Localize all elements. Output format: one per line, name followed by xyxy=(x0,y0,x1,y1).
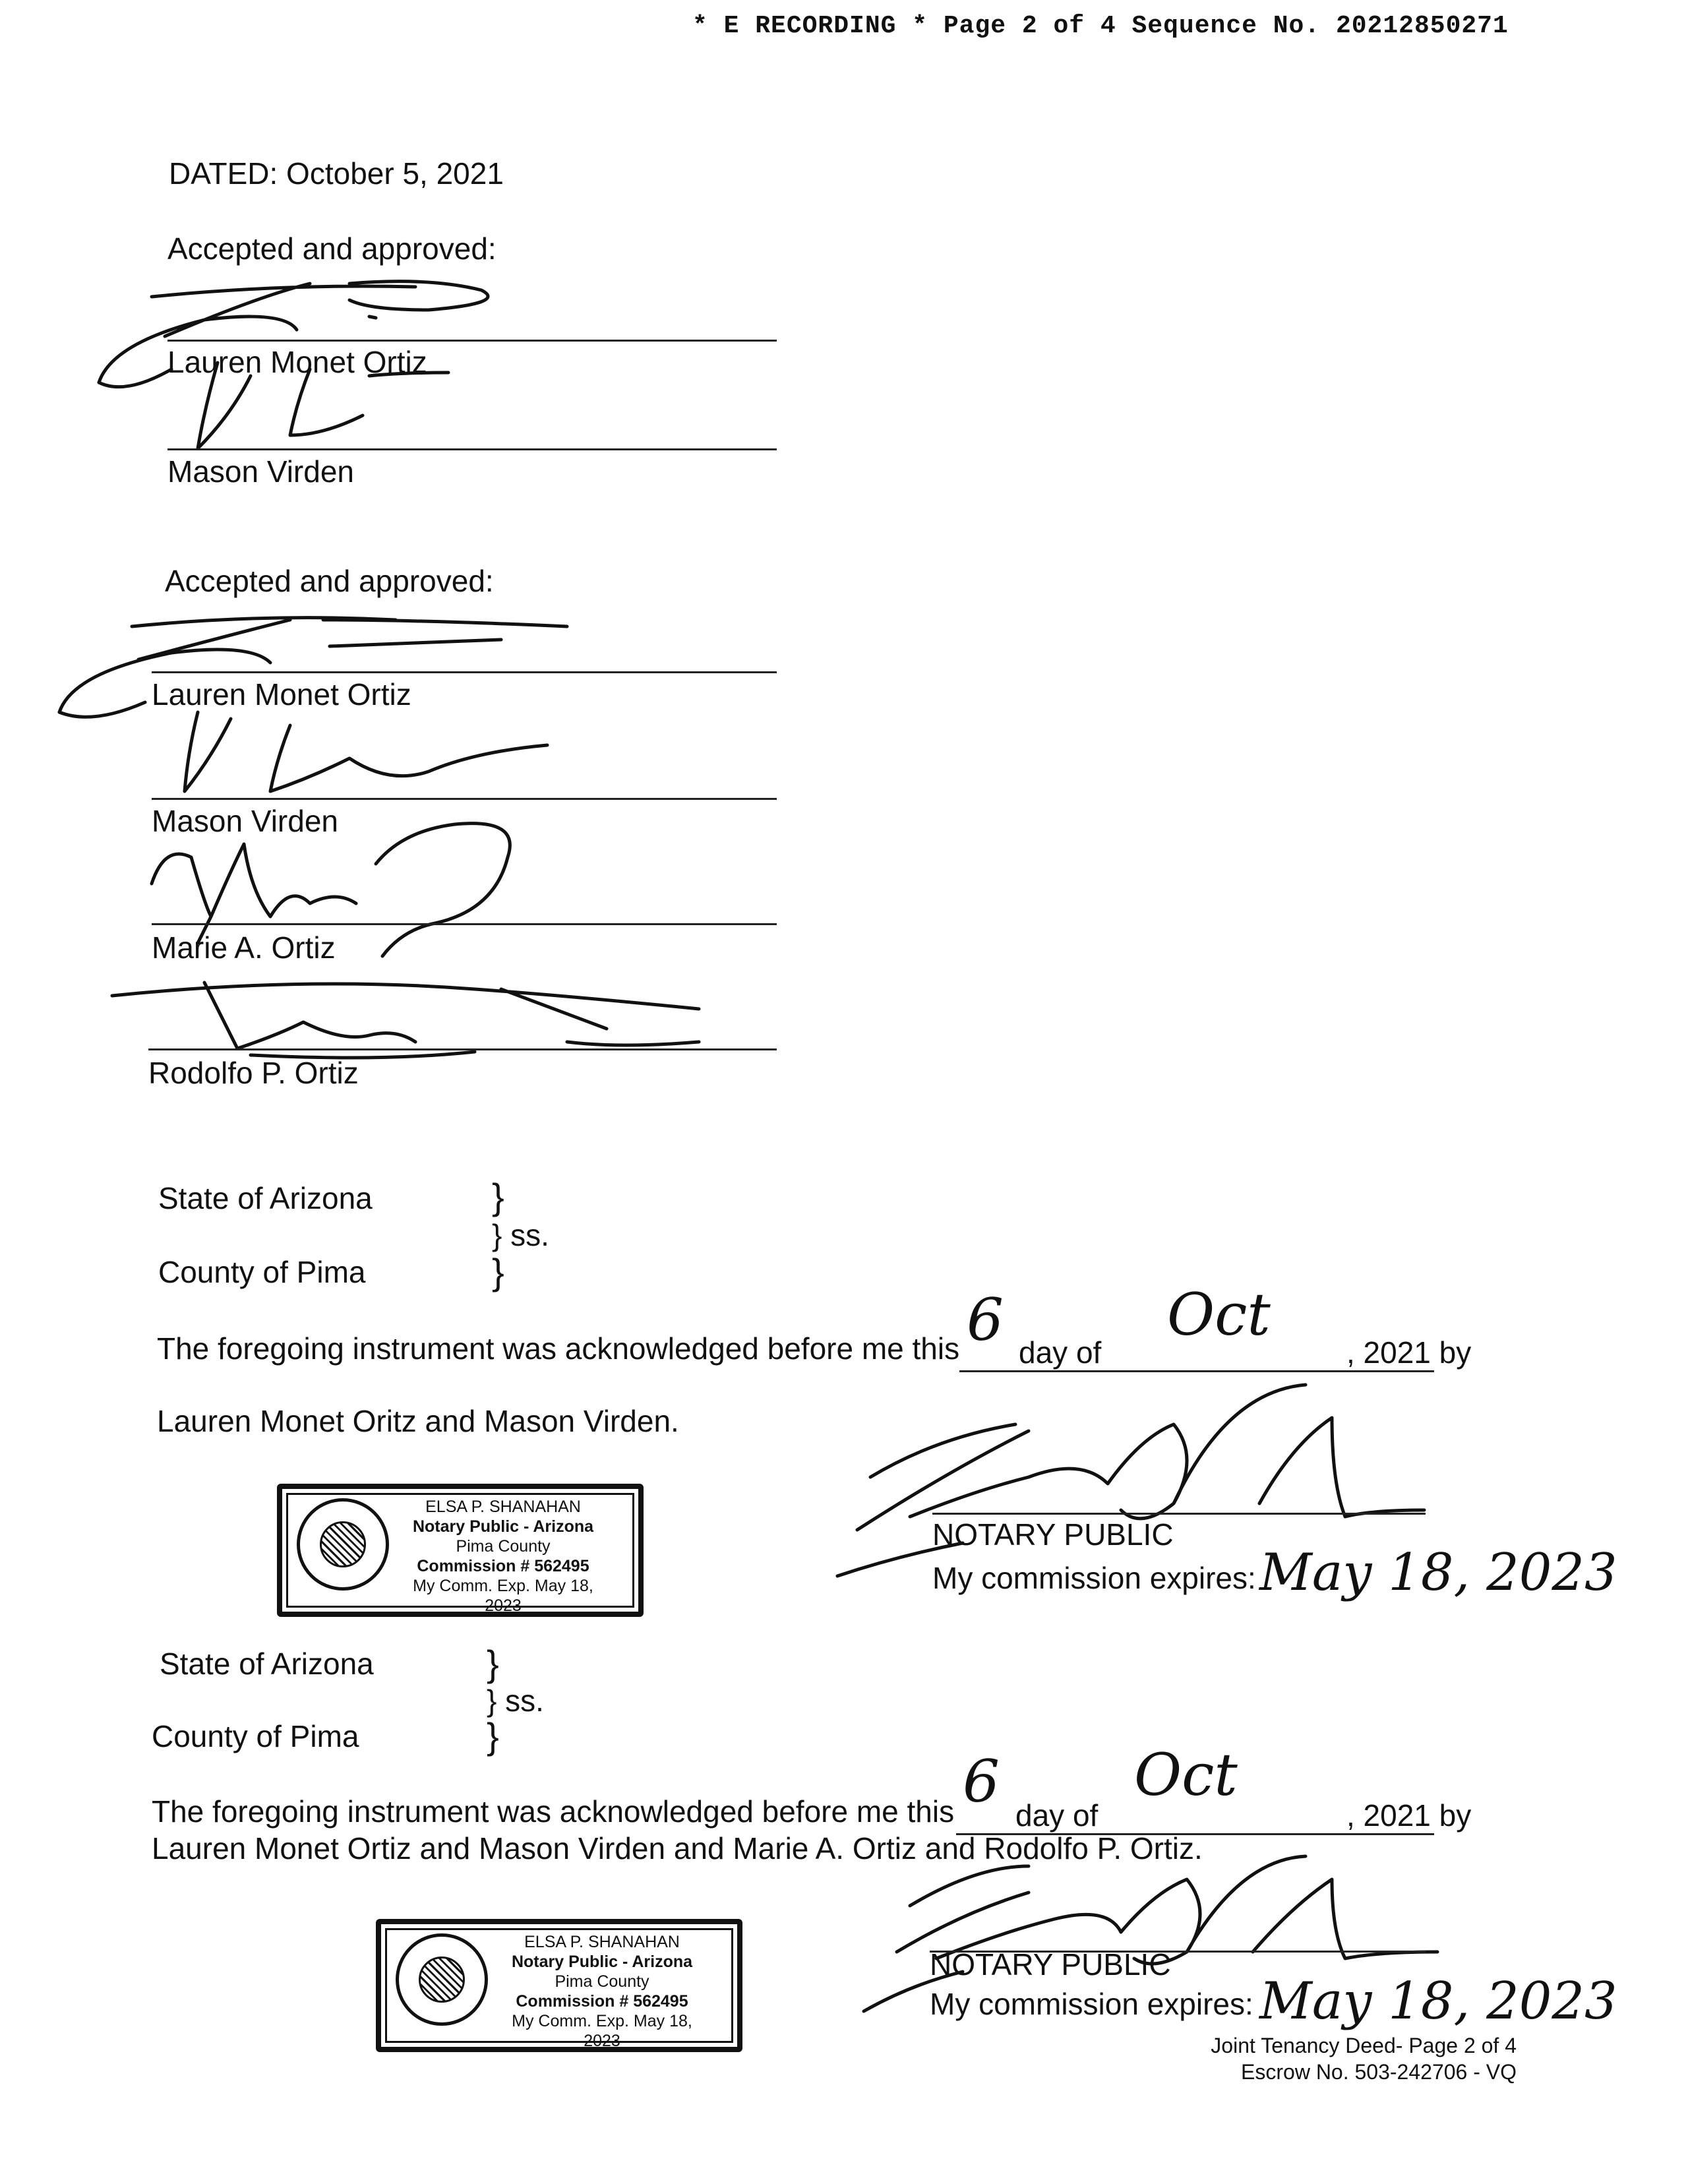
footer-doc-page: Joint Tenancy Deed- Page 2 of 4 xyxy=(1211,2034,1517,2057)
ack2-ss: } ss. xyxy=(487,1684,544,1718)
ack2-statement: The foregoing instrument was acknowledged before me this xyxy=(152,1794,955,1829)
ack2-state: State of Arizona xyxy=(160,1647,374,1681)
dated-line: DATED: October 5, 2021 xyxy=(169,156,504,191)
ack1-day-of: day of xyxy=(1019,1335,1102,1370)
ack2-day: 6 xyxy=(963,1747,1000,1815)
commission-label-1: My commission expires: xyxy=(932,1561,1256,1595)
ack1-month: Oct xyxy=(1167,1281,1271,1349)
ack2-brace-top: } xyxy=(487,1643,499,1684)
recording-header: * E RECORDING * Page 2 of 4 Sequence No. 20212850271 xyxy=(692,12,1509,40)
ack2-brace-bottom: } xyxy=(487,1715,499,1757)
signature-mason-2 xyxy=(178,706,640,804)
ack2-year: , 2021 by xyxy=(1346,1798,1472,1833)
signer-name: Rodolfo P. Ortiz xyxy=(148,1056,359,1090)
seal-county: Pima County xyxy=(555,1972,649,1991)
signer-name: Mason Virden xyxy=(167,454,354,489)
ack1-brace-bottom: } xyxy=(492,1251,504,1292)
signer-name: Lauren Monet Ortiz xyxy=(152,677,411,712)
ack2-parties: Lauren Monet Ortiz and Mason Virden and Marie A. Ortiz and Rodolfo P. Ortiz. xyxy=(152,1831,1203,1866)
notary-seal-1 xyxy=(277,1484,644,1617)
notary-label-1: NOTARY PUBLIC xyxy=(932,1517,1174,1552)
ack1-county: County of Pima xyxy=(158,1255,366,1289)
signer-name: Mason Virden xyxy=(152,804,338,838)
signature-mason-1 xyxy=(191,356,587,468)
ack1-day: 6 xyxy=(967,1286,1004,1354)
notary-label-2: NOTARY PUBLIC xyxy=(930,1947,1171,1982)
ack2-day-of: day of xyxy=(1015,1798,1099,1833)
commission-date-2: May 18, 2023 xyxy=(1259,1972,1617,2031)
ack1-ss: } ss. xyxy=(492,1218,549,1252)
signature-line-2d xyxy=(148,1048,777,1050)
state-seal-emblem xyxy=(396,1933,488,2026)
seal-expires: My Comm. Exp. May 18, 2023 xyxy=(413,1577,593,1615)
seal-commission: Commission # 562495 xyxy=(417,1557,589,1575)
ack2-county: County of Pima xyxy=(152,1719,359,1753)
commission-label-2: My commission expires: xyxy=(930,1987,1253,2021)
state-seal-emblem xyxy=(297,1498,389,1591)
seal-name: ELSA P. SHANAHAN xyxy=(425,1498,581,1516)
seal-title: Notary Public - Arizona xyxy=(412,1517,594,1536)
signature-line-1b xyxy=(167,448,777,450)
ack1-date-line xyxy=(959,1370,1434,1372)
approval-heading-2: Accepted and approved: xyxy=(165,564,494,598)
approval-heading-1: Accepted and approved: xyxy=(167,231,497,266)
seal-commission: Commission # 562495 xyxy=(516,1992,688,2011)
ack2-month: Oct xyxy=(1134,1741,1238,1809)
seal-expires: My Comm. Exp. May 18, 2023 xyxy=(512,2012,692,2050)
signature-line-2c xyxy=(152,923,777,925)
signature-line-2b xyxy=(152,798,777,800)
signature-line-1a xyxy=(167,340,777,342)
signature-line-2a xyxy=(152,671,777,673)
ack1-state: State of Arizona xyxy=(158,1181,373,1215)
signer-name: Marie A. Ortiz xyxy=(152,930,336,965)
ack1-brace-top: } xyxy=(492,1176,504,1217)
ack1-parties: Lauren Monet Oritz and Mason Virden. xyxy=(157,1404,679,1438)
commission-date-1: May 18, 2023 xyxy=(1259,1543,1617,1602)
ack1-statement: The foregoing instrument was acknowledged before me this xyxy=(157,1331,960,1366)
seal-county: Pima County xyxy=(456,1537,551,1556)
seal-title: Notary Public - Arizona xyxy=(511,1953,693,1971)
notary-line-1 xyxy=(932,1513,1426,1515)
signer-name: Lauren Monet Ortiz xyxy=(167,345,427,379)
footer-escrow: Escrow No. 503-242706 - VQ xyxy=(1241,2060,1517,2084)
seal-name: ELSA P. SHANAHAN xyxy=(524,1933,680,1951)
notary-seal-2 xyxy=(376,1919,742,2052)
ack1-year: , 2021 by xyxy=(1346,1335,1472,1370)
